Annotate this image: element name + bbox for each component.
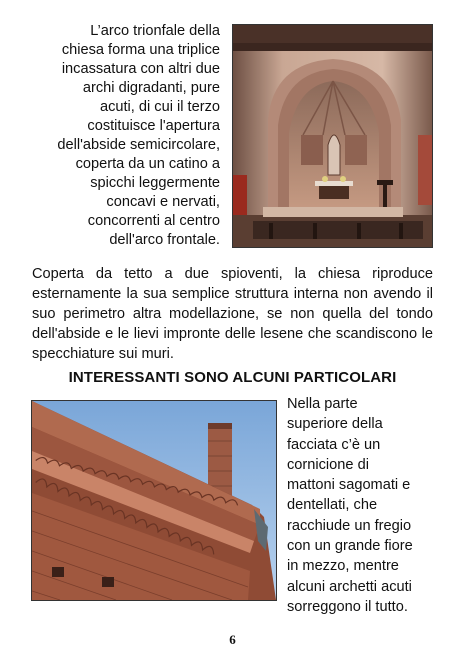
paragraph-line: racchiude un fregio: [287, 517, 412, 534]
paragraph-line: mattoni sagomati e: [287, 477, 411, 494]
paragraph-line: facciata c’è un: [287, 436, 381, 453]
paragraph-line: incassatura con altri due: [61, 61, 220, 77]
paragraph-line: con un grande fiore: [287, 538, 413, 555]
paragraph-line: dentellati, che: [287, 497, 378, 514]
paragraph-line: dell'arco frontale.: [109, 232, 220, 248]
page-number: 6: [229, 632, 236, 647]
paragraph-arco-trionfale: [30, 22, 220, 250]
paragraph-line: coperta da un catino a: [75, 156, 220, 172]
paragraph-line: in mezzo, mentre: [287, 558, 399, 575]
paragraph-line: concavi e nervati,: [106, 194, 220, 210]
paragraph-line: alcuni archetti acuti: [287, 578, 412, 595]
paragraph-line: dell'abside semicircolare,: [57, 137, 220, 153]
paragraph-line: archi digradanti, pure: [82, 80, 220, 96]
paragraph-line: sorreggono il tutto.: [287, 598, 408, 615]
section-heading: INTERESSANTI SONO ALCUNI PARTICOLARI: [68, 369, 397, 386]
paragraph-line: costituisce l'apertura: [87, 118, 220, 134]
paragraph-line: acuti, di cui il terzo: [99, 99, 220, 115]
paragraph-line: L’arco trionfale della: [90, 23, 220, 39]
paragraph-line: Nella parte: [287, 396, 358, 412]
paragraph-line: cornicione di: [287, 456, 369, 473]
paragraph-tetto: Coperta da tetto a due spioventi, la chiesa riproduce esternamente la sua semplice struttura interna non avendo il suo perimetro altra modellazione, se non quella del tondo dell'abside e le lievi impronte delle lesene che scandiscono le specchiature sui muri.: [32, 266, 433, 362]
paragraph-line: superiore della: [287, 416, 383, 433]
paragraph-line: chiesa forma una triplice: [61, 42, 220, 58]
paragraph-facciata: [287, 394, 433, 617]
church-interior-photo: [232, 24, 433, 248]
paragraph-line: spicchi leggermente: [90, 175, 220, 191]
paragraph-line: concorrenti al centro: [87, 213, 220, 229]
church-cornice-photo: [31, 400, 277, 601]
